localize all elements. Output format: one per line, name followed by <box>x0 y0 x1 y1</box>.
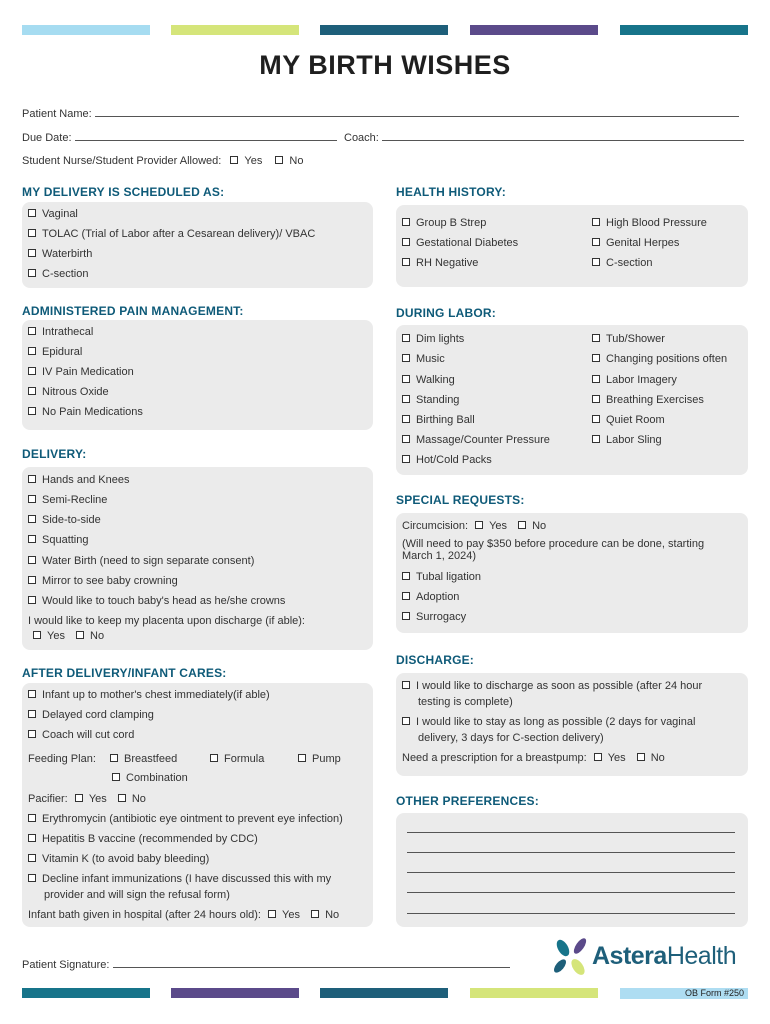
item-label: Breastfeed <box>124 753 178 765</box>
checkbox[interactable] <box>210 754 218 762</box>
preference-line[interactable] <box>407 852 735 853</box>
list-item[interactable] <box>28 574 178 588</box>
list-item[interactable] <box>592 393 704 407</box>
checkbox[interactable] <box>112 773 120 781</box>
health-history-header: HEALTH HISTORY: <box>396 185 506 199</box>
signature-row <box>22 958 510 971</box>
item-label: Semi-Recline <box>42 494 108 506</box>
item-label: Mirror to see baby crowning <box>42 575 178 587</box>
breastpump-row <box>402 751 665 765</box>
item-label: RH Negative <box>416 257 479 269</box>
breastpump-yes-checkbox[interactable] <box>594 753 602 761</box>
checkbox[interactable] <box>28 596 36 604</box>
list-item[interactable] <box>28 345 82 359</box>
astera-health-logo <box>550 934 750 980</box>
no-label: No <box>289 155 304 167</box>
checkbox[interactable] <box>28 556 36 564</box>
item-label: Nitrous Oxide <box>42 386 109 398</box>
list-item[interactable] <box>28 728 134 742</box>
item-label: Changing positions often <box>606 353 728 365</box>
item-label: Pump <box>312 753 341 765</box>
item-label: Combination <box>126 772 188 784</box>
signature-label: Patient Signature: <box>22 959 110 971</box>
list-item[interactable] <box>402 332 464 346</box>
item-label: Group B Strep <box>416 217 487 229</box>
delivery-header: DELIVERY: <box>22 447 87 461</box>
list-item[interactable] <box>28 227 315 241</box>
placenta-no-checkbox[interactable] <box>76 631 84 639</box>
yes-label: Yes <box>489 520 508 532</box>
discharge-header: DISCHARGE: <box>396 653 475 667</box>
breastpump-label: Need a prescription for a breastpump: <box>402 752 587 764</box>
list-item[interactable] <box>592 433 662 447</box>
preference-line[interactable] <box>407 832 735 833</box>
other-preferences-box <box>396 813 748 927</box>
feeding-option[interactable] <box>112 771 188 785</box>
due-date-field[interactable] <box>75 131 337 141</box>
list-item[interactable] <box>28 533 88 547</box>
checkbox[interactable] <box>592 395 600 403</box>
checkbox[interactable] <box>402 592 410 600</box>
item-label: No Pain Medications <box>42 406 143 418</box>
bottom-stripe-purple <box>171 988 299 998</box>
item-label: High Blood Pressure <box>606 217 707 229</box>
feeding-option[interactable] <box>210 752 264 766</box>
yes-label: Yes <box>88 793 107 805</box>
signature-field[interactable] <box>113 958 510 968</box>
checkbox[interactable] <box>402 354 410 362</box>
yes-label: Yes <box>47 630 65 642</box>
item-label: Tub/Shower <box>606 333 665 345</box>
list-item[interactable] <box>402 433 550 447</box>
checkbox[interactable] <box>402 334 410 342</box>
checkbox[interactable] <box>402 238 410 246</box>
item-label: Walking <box>416 374 455 386</box>
pacifier-no-checkbox[interactable] <box>118 794 126 802</box>
list-item[interactable] <box>402 715 695 729</box>
top-stripe-lightblue <box>22 25 150 35</box>
bath-label: Infant bath given in hospital (after 24 hours old): <box>28 909 261 921</box>
list-item[interactable] <box>28 365 134 379</box>
item-label: TOLAC (Trial of Labor after a Cesarean delivery)/ VBAC <box>42 228 316 240</box>
list-item[interactable] <box>28 594 285 608</box>
circumcision-note-1: (Will need to pay $350 before procedure can be done, starting <box>402 538 705 550</box>
item-label: Erythromycin (antibiotic eye ointment to prevent eye infection) <box>42 813 343 825</box>
item-label: Intrathecal <box>42 326 94 338</box>
patient-name-row <box>22 107 739 120</box>
list-item[interactable] <box>28 325 93 339</box>
patient-name-label: Patient Name: <box>22 108 92 120</box>
list-item[interactable] <box>592 236 679 250</box>
item-label: Labor Imagery <box>606 374 677 386</box>
logo-wordmark <box>592 942 736 971</box>
pain-management-header: ADMINISTERED PAIN MANAGEMENT: <box>22 304 244 318</box>
top-stripe-teal <box>620 25 748 35</box>
item-label: Massage/Counter Pressure <box>416 434 550 446</box>
top-stripe-purple <box>470 25 598 35</box>
list-item[interactable] <box>402 413 475 427</box>
item-label: Breathing Exercises <box>606 394 704 406</box>
due-date-row <box>22 131 337 144</box>
placenta-options <box>33 629 104 643</box>
circumcision-yes-checkbox[interactable] <box>475 521 483 529</box>
item-label: Hot/Cold Packs <box>416 454 492 466</box>
item-label: Genital Herpes <box>606 237 680 249</box>
item-label: Adoption <box>416 591 460 603</box>
item-label: Infant up to mother's chest immediately(if able) <box>42 689 270 701</box>
bottom-stripe-teal <box>22 988 150 998</box>
checkbox[interactable] <box>298 754 306 762</box>
list-item[interactable] <box>402 610 466 624</box>
list-item[interactable] <box>28 812 343 826</box>
list-item[interactable] <box>402 453 492 467</box>
item-label: Dim lights <box>416 333 465 345</box>
list-item[interactable] <box>28 708 154 722</box>
list-item[interactable] <box>402 570 481 584</box>
item-label: Coach will cut cord <box>42 729 135 741</box>
list-item[interactable] <box>402 216 486 230</box>
checkbox[interactable] <box>592 435 600 443</box>
checkbox[interactable] <box>28 535 36 543</box>
patient-name-field[interactable] <box>95 107 739 117</box>
list-item[interactable] <box>28 405 143 419</box>
delivery-scheduled-header: MY DELIVERY IS SCHEDULED AS: <box>22 185 225 199</box>
list-item[interactable] <box>28 688 270 702</box>
item-label: Vaginal <box>42 208 78 220</box>
feeding-plan-label: Feeding Plan: <box>28 753 96 765</box>
no-label: No <box>650 752 665 764</box>
item-label: Gestational Diabetes <box>416 237 519 249</box>
list-item[interactable] <box>592 256 652 270</box>
item-label: Birthing Ball <box>416 414 475 426</box>
item-label: Waterbirth <box>42 248 93 260</box>
item-label: Surrogacy <box>416 611 467 623</box>
checkbox[interactable] <box>592 375 600 383</box>
list-item[interactable] <box>28 872 331 886</box>
list-item[interactable] <box>28 852 209 866</box>
checkbox[interactable] <box>28 690 36 698</box>
no-label: No <box>532 520 547 532</box>
list-item[interactable] <box>402 256 478 270</box>
list-item[interactable] <box>28 385 109 399</box>
checkbox[interactable] <box>28 874 36 882</box>
student-allowed-row <box>22 154 303 168</box>
checkbox[interactable] <box>28 327 36 335</box>
checkbox[interactable] <box>402 258 410 266</box>
checkbox[interactable] <box>28 834 36 842</box>
item-label: Side-to-side <box>42 514 101 526</box>
list-item[interactable] <box>402 590 459 604</box>
student-no-checkbox[interactable] <box>275 156 283 164</box>
checkbox[interactable] <box>28 576 36 584</box>
preference-line[interactable] <box>407 872 735 873</box>
bottom-stripe-lime <box>470 988 598 998</box>
checkbox[interactable] <box>402 395 410 403</box>
item-label: Squatting <box>42 534 89 546</box>
after-delivery-header: AFTER DELIVERY/INFANT CARES: <box>22 666 227 680</box>
checkbox[interactable] <box>592 218 600 226</box>
checkbox[interactable] <box>402 415 410 423</box>
list-item[interactable] <box>592 216 707 230</box>
checkbox[interactable] <box>402 681 410 689</box>
special-requests-header: SPECIAL REQUESTS: <box>396 493 525 507</box>
item-label: IV Pain Medication <box>42 366 134 378</box>
coach-row <box>344 131 744 144</box>
bottom-stripe-navy <box>320 988 448 998</box>
checkbox[interactable] <box>28 387 36 395</box>
during-labor-header: DURING LABOR: <box>396 306 496 320</box>
item-label: Decline infant immunizations (I have discussed this with my <box>42 873 332 885</box>
list-item[interactable] <box>28 207 78 221</box>
item-label: Delayed cord clamping <box>42 709 154 721</box>
item-label: Formula <box>224 753 265 765</box>
checkbox[interactable] <box>28 407 36 415</box>
checkbox[interactable] <box>592 354 600 362</box>
circumcision-note-2: March 1, 2024) <box>402 550 476 562</box>
checkbox[interactable] <box>28 229 36 237</box>
checkbox[interactable] <box>28 367 36 375</box>
form-number: OB Form #250 <box>620 988 748 999</box>
list-item[interactable] <box>28 473 129 487</box>
item-label: C-section <box>606 257 653 269</box>
checkbox[interactable] <box>28 209 36 217</box>
item-label: I would like to discharge as soon as possible (after 24 hour <box>416 680 703 692</box>
yes-label: Yes <box>607 752 626 764</box>
item-label: Labor Sling <box>606 434 662 446</box>
circumcision-no-checkbox[interactable] <box>518 521 526 529</box>
placenta-yes-checkbox[interactable] <box>33 631 41 639</box>
checkbox[interactable] <box>402 572 410 580</box>
pacifier-label: Pacifier: <box>28 793 68 805</box>
checkbox[interactable] <box>402 717 410 725</box>
list-item[interactable] <box>402 373 455 387</box>
top-stripe-navy <box>320 25 448 35</box>
logo-word-astera: Astera <box>592 942 667 970</box>
item-label: Quiet Room <box>606 414 665 426</box>
pacifier-row <box>28 792 146 806</box>
checkbox[interactable] <box>28 730 36 738</box>
due-date-label: Due Date: <box>22 132 72 144</box>
checkbox[interactable] <box>402 375 410 383</box>
no-label: No <box>90 630 105 642</box>
pacifier-yes-checkbox[interactable] <box>75 794 83 802</box>
checkbox[interactable] <box>28 249 36 257</box>
checkbox[interactable] <box>28 475 36 483</box>
preference-line[interactable] <box>407 892 735 893</box>
logo-word-health: Health <box>666 942 737 970</box>
no-label: No <box>325 909 340 921</box>
checkbox[interactable] <box>592 334 600 342</box>
decline-line-2: provider and will sign the refusal form) <box>44 889 230 901</box>
coach-label: Coach: <box>344 132 379 144</box>
list-item[interactable] <box>28 513 101 527</box>
preference-line[interactable] <box>407 913 735 914</box>
list-item[interactable] <box>592 413 665 427</box>
checkbox[interactable] <box>28 515 36 523</box>
discharge-a-line-2: testing is complete) <box>418 696 513 708</box>
item-label: Vitamin K (to avoid baby bleeding) <box>42 853 210 865</box>
item-label: Tubal ligation <box>416 571 482 583</box>
item-label: C-section <box>42 268 89 280</box>
list-item[interactable] <box>592 352 727 366</box>
feeding-option[interactable] <box>110 752 177 766</box>
checkbox[interactable] <box>110 754 118 762</box>
checkbox[interactable] <box>28 854 36 862</box>
other-preferences-header: OTHER PREFERENCES: <box>396 794 539 808</box>
item-label: I would like to stay as long as possible (2 days for vaginal <box>416 716 696 728</box>
list-item[interactable] <box>28 267 88 281</box>
circumcision-label: Circumcision: <box>402 520 469 532</box>
list-item[interactable] <box>402 393 459 407</box>
checkbox[interactable] <box>28 495 36 503</box>
checkbox[interactable] <box>28 269 36 277</box>
page-title: MY BIRTH WISHES <box>259 50 511 80</box>
checkbox[interactable] <box>402 612 410 620</box>
item-label: Standing <box>416 394 460 406</box>
bath-row <box>28 908 339 922</box>
feeding-option[interactable] <box>298 752 341 766</box>
coach-field[interactable] <box>382 131 744 141</box>
checkbox[interactable] <box>402 455 410 463</box>
checkbox[interactable] <box>402 218 410 226</box>
checkbox[interactable] <box>592 238 600 246</box>
top-stripe-lime <box>171 25 299 35</box>
list-item[interactable] <box>28 554 254 568</box>
yes-label: Yes <box>244 155 263 167</box>
list-item[interactable] <box>28 493 107 507</box>
list-item[interactable] <box>402 352 445 366</box>
checkbox[interactable] <box>28 814 36 822</box>
astera-logo-mark-icon <box>550 934 596 980</box>
student-yes-checkbox[interactable] <box>230 156 238 164</box>
placenta-question: I would like to keep my placenta upon discharge (if able): <box>28 615 305 627</box>
bath-yes-checkbox[interactable] <box>268 910 276 918</box>
checkbox[interactable] <box>402 435 410 443</box>
item-label: Music <box>416 353 445 365</box>
yes-label: Yes <box>282 909 300 921</box>
item-label: Hands and Knees <box>42 474 130 486</box>
no-label: No <box>131 793 146 805</box>
list-item[interactable] <box>402 236 518 250</box>
discharge-b-line-2: delivery, 3 days for C-section delivery) <box>418 732 604 744</box>
item-label: Epidural <box>42 346 83 358</box>
item-label: Hepatitis B vaccine (recommended by CDC) <box>42 833 258 845</box>
checkbox[interactable] <box>28 347 36 355</box>
list-item[interactable] <box>592 373 677 387</box>
list-item[interactable] <box>28 832 258 846</box>
list-item[interactable] <box>592 332 665 346</box>
list-item[interactable] <box>28 247 92 261</box>
checkbox[interactable] <box>592 258 600 266</box>
student-label: Student Nurse/Student Provider Allowed: <box>22 155 222 167</box>
circumcision-row <box>402 519 546 533</box>
item-label: Water Birth (need to sign separate consent) <box>42 555 255 567</box>
checkbox[interactable] <box>592 415 600 423</box>
bath-no-checkbox[interactable] <box>311 910 319 918</box>
breastpump-no-checkbox[interactable] <box>637 753 645 761</box>
item-label: Would like to touch baby's head as he/she crowns <box>42 595 286 607</box>
checkbox[interactable] <box>28 710 36 718</box>
list-item[interactable] <box>402 679 702 693</box>
